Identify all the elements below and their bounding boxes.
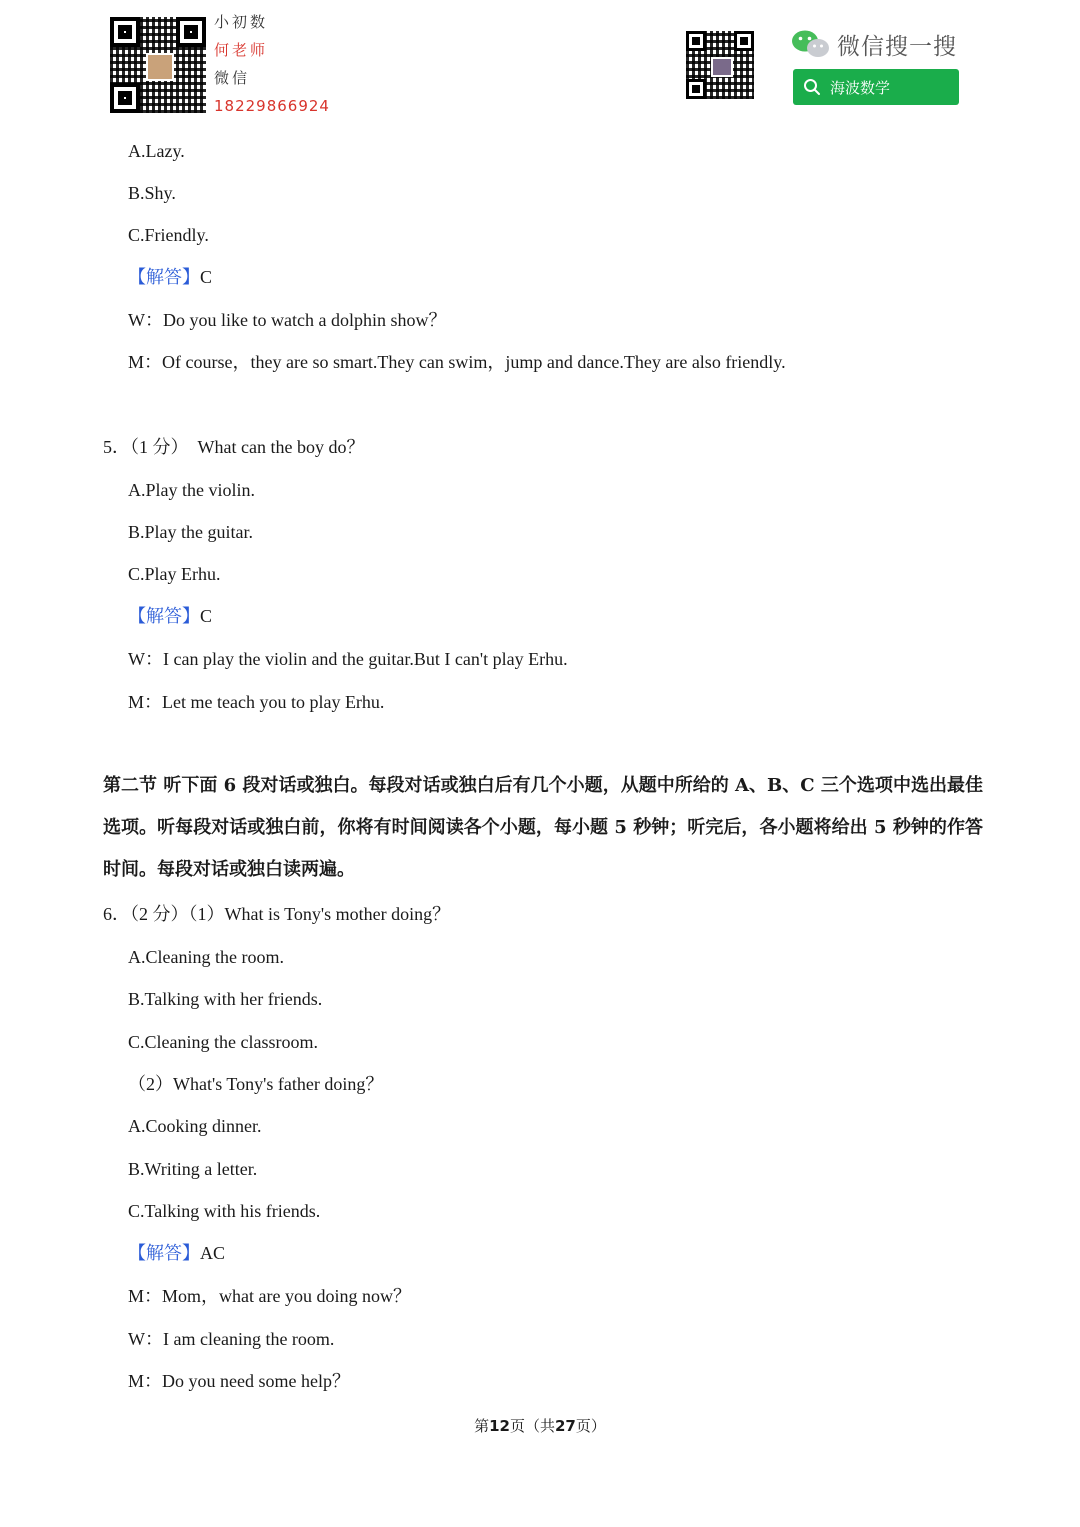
- q4-option-b: B.Shy.: [128, 183, 176, 203]
- q6-stem: 6．（2 分）（1）What is Tony's mother doing？: [103, 904, 451, 924]
- q6-1-option-c: C.Cleaning the classroom.: [128, 1032, 318, 1052]
- q5-dialogue-2: M：Let me teach you to play Erhu.: [128, 692, 385, 712]
- answer-key-label: 【解答】: [128, 606, 200, 626]
- q5-stem: 5．（1 分） What can the boy do？: [103, 437, 365, 457]
- wechat-logo-icon: [791, 29, 831, 59]
- q6-2-option-a: A.Cooking dinner.: [128, 1116, 262, 1136]
- answer-value: C: [200, 267, 213, 287]
- avatar: [146, 53, 174, 81]
- search-icon: [803, 78, 821, 96]
- q6-answer: [128, 1242, 225, 1264]
- q4-dialogue-2: M：Of course，they are so smart.They can swim，jump and dance.They are also friendly.: [128, 352, 786, 372]
- q6-2-option-c: C.Talking with his friends.: [128, 1201, 321, 1221]
- header-note-phone: 18229866924: [214, 97, 330, 115]
- q6-2-option-b: B.Writing a letter.: [128, 1159, 258, 1179]
- search-keyword: 海波数学: [830, 78, 891, 97]
- q6-dialogue-2: W：I am cleaning the room.: [128, 1329, 335, 1349]
- answer-value: C: [200, 606, 213, 626]
- answer-key-label: 【解答】: [128, 267, 200, 287]
- header-note-wechat: 微信: [214, 69, 251, 87]
- q6-1-option-a: A.Cleaning the room.: [128, 947, 284, 967]
- q4-answer: [128, 266, 212, 288]
- header-note-teacher: 何老师: [214, 41, 269, 59]
- wechat-search-box[interactable]: [793, 69, 959, 105]
- header-note-grade: 小初数: [214, 13, 269, 31]
- q5-answer: [128, 605, 212, 627]
- qr-code-teacher: [110, 17, 206, 113]
- q6-2-stem: （2）What's Tony's father doing？: [128, 1074, 384, 1094]
- q6-dialogue-3: M：Do you need some help？: [128, 1371, 350, 1391]
- current-page: 12: [489, 1417, 510, 1435]
- q4-dialogue-1: W：Do you like to watch a dolphin show？: [128, 310, 447, 330]
- q6-dialogue-1: M：Mom，what are you doing now？: [128, 1286, 411, 1306]
- answer-value: AC: [200, 1243, 226, 1263]
- q4-option-c: C.Friendly.: [128, 225, 209, 245]
- total-pages: 27: [555, 1417, 576, 1435]
- wechat-search-title: 微信搜一搜: [837, 34, 957, 60]
- q5-option-b: B.Play the guitar.: [128, 522, 253, 542]
- q4-option-a: A.Lazy.: [128, 141, 185, 161]
- q5-option-a: A.Play the violin.: [128, 480, 255, 500]
- q5-dialogue-1: W：I can play the violin and the guitar.But I can't play Erhu.: [128, 649, 568, 669]
- section-instructions: 第二节 听下面 6 段对话或独白。每段对话或独白后有几个小题，从题中所给的 A、B、C 三个选项中选出最佳选项。听每段对话或独白前，你将有时间阅读各个小题，每小题 5 秒钟；听完后，各小题将给出 5 秒钟的作答时间。每段对话或独白读两遍。: [103, 775, 983, 880]
- q5-option-c: C.Play Erhu.: [128, 564, 221, 584]
- qr-code-account: [686, 31, 754, 99]
- page-number-footer: 第12页（共27页）: [474, 1417, 606, 1435]
- answer-key-label: 【解答】: [128, 1243, 200, 1263]
- q6-1-option-b: B.Talking with her friends.: [128, 989, 323, 1009]
